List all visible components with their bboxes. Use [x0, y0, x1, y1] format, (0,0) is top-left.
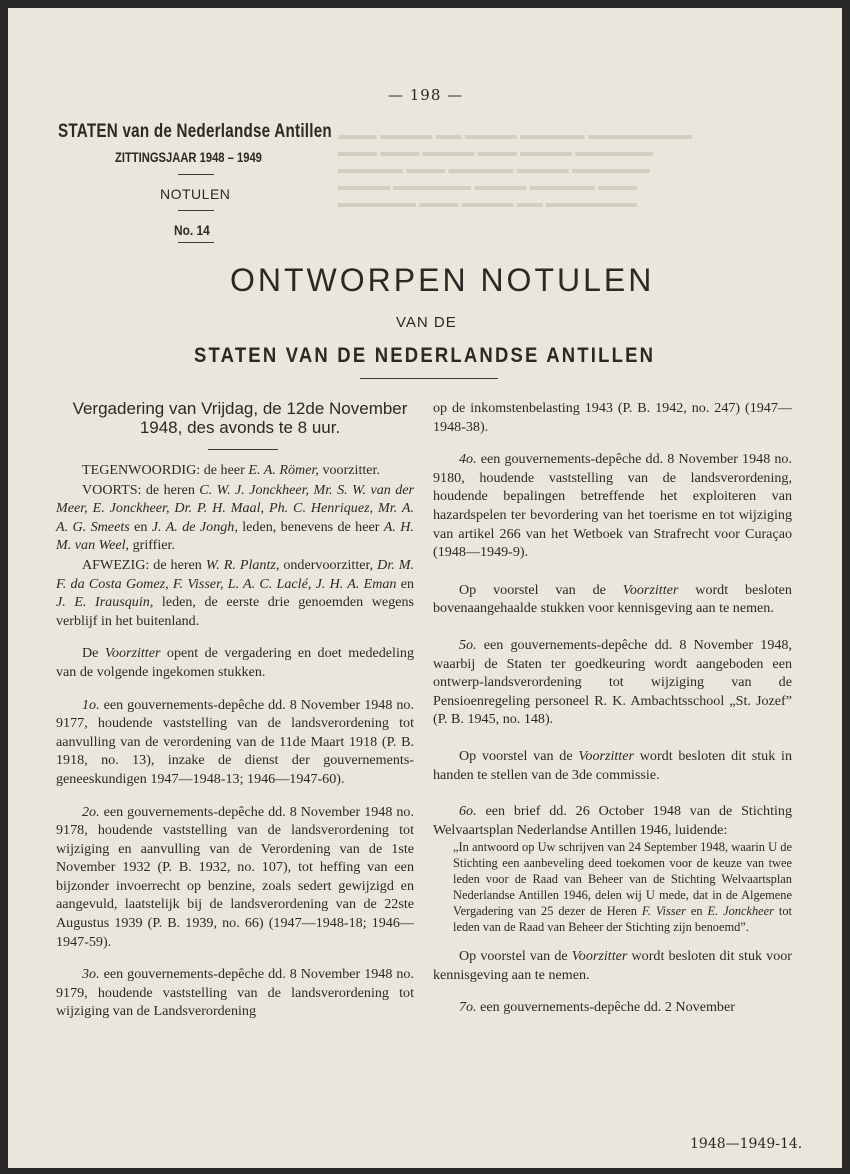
notulen-label: NOTULEN	[160, 186, 231, 202]
divider	[208, 449, 278, 450]
attendance-others: VOORTS: de heren C. W. J. Jonckheer, Mr. S. W. van der Meer, E. Jonckheer, Dr. P. H. Maal, Ph. C. Henriquez, Mr. A. A. G. Smeets en J. A. de Jongh, leden, benevens de heer A. H. M. van Weel, griffier.	[56, 481, 414, 554]
document-page	[8, 8, 842, 1168]
divider	[178, 174, 214, 175]
title-body: STATEN VAN DE NEDERLANDSE ANTILLEN	[194, 344, 656, 367]
decision-3: Op voorstel van de Voorzitter wordt besloten dit stuk voor kennisgeving aan te nemen.	[433, 948, 792, 983]
document-title: ONTWORPEN NOTULEN	[230, 262, 655, 298]
item-3-continued: op de inkomstenbelasting 1943 (P. B. 1942, no. 247) (1947—1948-38).	[433, 400, 792, 435]
opening-paragraph: De Voorzitter opent de vergadering en doet mededeling van de volgende ingekomen stukken.	[56, 645, 414, 680]
bleed-through-text: ▬▬▬ ▬▬▬▬ ▬▬ ▬▬▬▬ ▬▬▬▬▬ ▬▬▬▬▬▬▬▬ ▬▬▬ ▬▬▬ ▬▬▬▬ ▬▬▬ ▬▬▬▬ ▬▬▬▬▬▬ ▬▬▬▬▬ ▬▬▬ ▬▬▬▬▬ ▬▬▬▬ ▬▬▬▬▬▬ ▬▬▬▬ ▬▬▬▬▬▬ ▬▬▬▬ ▬▬▬▬▬ ▬▬▬ ▬▬▬▬▬▬ ▬▬▬ ▬▬▬▬ ▬▬ ▬▬▬▬▬▬▬	[338, 127, 693, 210]
item-1: 1o. een gouvernements-depêche dd. 8 November 1948 no. 9177, houdende vaststelling van de landsverordening tot aanvulling van de verordening van de 11de Maart 1918 (P. B. 1918, no. 13), inzake de dienst der gouvernements-geneeskundigen 1947—1948-13; 1946—1947-60).	[56, 696, 414, 787]
divider	[178, 242, 214, 243]
attendance-absent: AFWEZIG: de heren W. R. Plantz, ondervoorzitter, Dr. M. F. da Costa Gomez, F. Visser, L. A. C. Laclé, J. H. A. Eman en J. E. Irausquin, leden, de eerste drie genoemden wegens verblijf in het buitenland.	[56, 556, 415, 629]
session-year: ZITTINGSJAAR 1948 – 1949	[115, 149, 262, 165]
divider	[360, 378, 498, 379]
item-6: 6o. een brief dd. 26 October 1948 van de Stichting Welvaartsplan Nederlandse Antillen 1946, luidende:	[433, 803, 792, 838]
decision-1: Op voorstel van de Voorzitter wordt besloten bovenaangehaalde stukken voor kennisgeving aan te nemen.	[433, 581, 792, 617]
attendance-present: TEGENWOORDIG: de heer E. A. Römer, voorzitter.	[82, 462, 380, 478]
decision-2: Op voorstel van de Voorzitter wordt besloten dit stuk in handen te stellen van de 3de commissie.	[433, 747, 792, 783]
institution-name: STATEN van de Nederlandse Antillen	[58, 121, 332, 142]
item-5: 5o. een gouvernements-depêche dd. 8 November 1948, waarbij de Staten ter goedkeuring wordt aangeboden een ontwerp-landsverordening tot wijziging van de Pensioenregeling personeel R. K. Ambachtsschool „St. Jozef” (P. B. 1945, no. 148).	[433, 636, 792, 728]
right-column	[433, 399, 792, 1017]
item-4: 4o. een gouvernements-depêche dd. 8 November 1948 no. 9180, houdende vaststelling van de landsverordening, houdende bepalingen betreffende het exploiteren van hazardspelen ter bevordering van het toerisme en tot wijziging van artikel 266 van het Wetboek van Strafrecht voor Curaçao (1948—1949-9).	[433, 451, 792, 561]
meeting-heading: Vergadering van Vrijdag, de 12de November 1948, des avonds te 8 uur.	[72, 399, 408, 437]
page-number: — 198 —	[388, 86, 464, 104]
left-column	[56, 461, 414, 1021]
item-7: 7o. een gouvernements-depêche dd. 2 November	[459, 999, 735, 1016]
document-number: No. 14	[174, 222, 210, 238]
quoted-letter: „In antwoord op Uw schrijven van 24 September 1948, waarin U de Stichting een aanbeveling deed toekomen voor de keuze van twee leden voor de Raad van Beheer van de Stichting Welvaartsplan Nederlandse Antillen 1946, delen wij U mede, dat in de Algemene Vergadering van 25 dezer de Heren F. Visser en E. Jonckheer tot leden van de Raad van Beheer der Stichting zijn benoemd”.	[453, 840, 792, 935]
divider	[178, 210, 214, 211]
footer-reference: 1948—1949-14.	[690, 1136, 803, 1152]
item-3: 3o. een gouvernements-depêche dd. 8 November 1948 no. 9179, houdende vaststelling van de landsverordening tot wijziging van de Landsverordening	[56, 966, 414, 1020]
title-van-de: VAN DE	[396, 314, 457, 331]
item-2: 2o. een gouvernements-depêche dd. 8 November 1948 no. 9178, houdende vaststelling van de landsverordening tot wijziging en aanvulling van de Verordening van de 1ste November 1932 (P. B. 1932, no. 107), tot heffing van een bijzonder invoerrecht op benzine, zoals sedert gewijzigd en aangevuld, laatstelijk bij de landsverordening van de 22ste Augustus 1939 (P. B. 1939, no. 66) (1947—1948-18; 1946—1947-59).	[56, 803, 414, 950]
